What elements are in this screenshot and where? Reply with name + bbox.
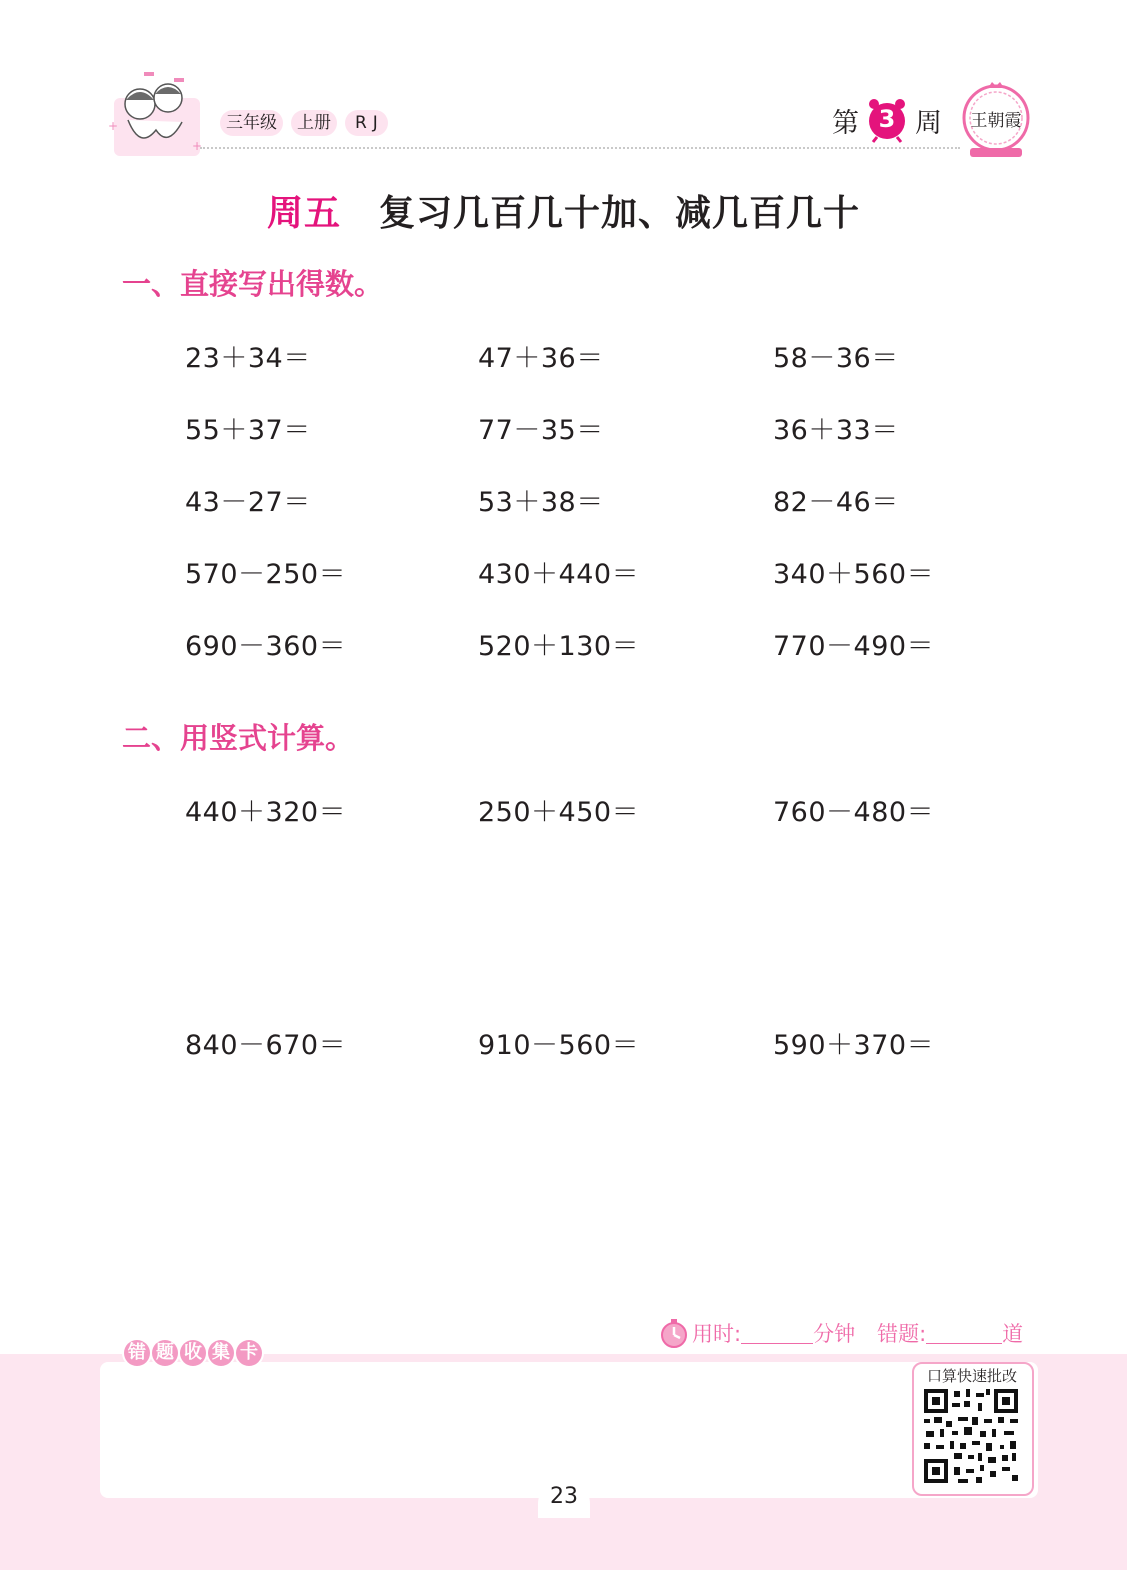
error-card-label: [124, 1340, 262, 1372]
problem: 53＋38＝: [478, 487, 604, 518]
page-number: 23: [538, 1478, 590, 1518]
time-and-errors-row: [660, 1316, 1023, 1350]
problem: 77－35＝: [478, 415, 604, 446]
week-indicator: [832, 96, 942, 144]
errors-blank[interactable]: [926, 1323, 1002, 1344]
problem: 840－670＝: [185, 1030, 347, 1061]
qr-caption: 口算快速批改: [926, 1367, 1017, 1385]
week-prefix: 第: [832, 107, 859, 139]
grade-tag: 三年级: [220, 110, 283, 136]
problem: 23＋34＝: [185, 343, 311, 374]
edition-tag: RJ: [345, 110, 388, 136]
week-number: 3: [878, 105, 896, 133]
title-day: 周五: [266, 193, 341, 234]
problem: 520＋130＝: [478, 631, 640, 662]
svg-text:+: +: [192, 139, 203, 153]
qr-code-icon[interactable]: [922, 1387, 1020, 1485]
card-label-char: 题: [152, 1340, 178, 1366]
volume-tag: 上册: [291, 110, 337, 136]
kids-mascot-illustration: [104, 68, 208, 160]
errors-unit: 道: [1002, 1322, 1024, 1346]
card-label-char: 卡: [236, 1340, 262, 1366]
problem: 430＋440＝: [478, 559, 640, 590]
problem: 690－360＝: [185, 631, 347, 662]
page-title: [0, 185, 1127, 236]
problem: 760－480＝: [773, 797, 935, 828]
problem: 910－560＝: [478, 1030, 640, 1061]
svg-text:+: +: [108, 119, 119, 133]
section1-heading: 一、直接写出得数。: [122, 267, 384, 301]
svg-text:王朝霞: 王朝霞: [970, 111, 1022, 131]
problem: 55＋37＝: [185, 415, 311, 446]
problem: 570－250＝: [185, 559, 347, 590]
problem: 36＋33＝: [773, 415, 899, 446]
time-label: 用时:: [692, 1322, 742, 1346]
problem: 58－36＝: [773, 343, 899, 374]
problem: 440＋320＝: [185, 797, 347, 828]
problem: 47＋36＝: [478, 343, 604, 374]
errors-label: 错题:: [877, 1322, 927, 1346]
brand-seal-logo: [960, 80, 1032, 160]
time-blank[interactable]: [741, 1323, 813, 1344]
problem: 340＋560＝: [773, 559, 935, 590]
problem: 250＋450＝: [478, 797, 640, 828]
alarm-clock-icon: [865, 97, 909, 143]
section2-heading: 二、用竖式计算。: [122, 721, 355, 755]
problem: 590＋370＝: [773, 1030, 935, 1061]
week-suffix: 周: [915, 107, 942, 139]
time-unit: 分钟: [813, 1322, 856, 1346]
problem: 43－27＝: [185, 487, 311, 518]
card-label-char: 收: [180, 1340, 206, 1366]
card-label-char: 集: [208, 1340, 234, 1366]
header-divider: [200, 147, 960, 149]
grade-tags: [220, 110, 388, 138]
card-label-char: 错: [124, 1340, 150, 1366]
problem: 770－490＝: [773, 631, 935, 662]
title-topic: 复习几百几十加、减几百几十: [379, 193, 861, 234]
problem: 82－46＝: [773, 487, 899, 518]
stopwatch-icon: [660, 1318, 688, 1348]
